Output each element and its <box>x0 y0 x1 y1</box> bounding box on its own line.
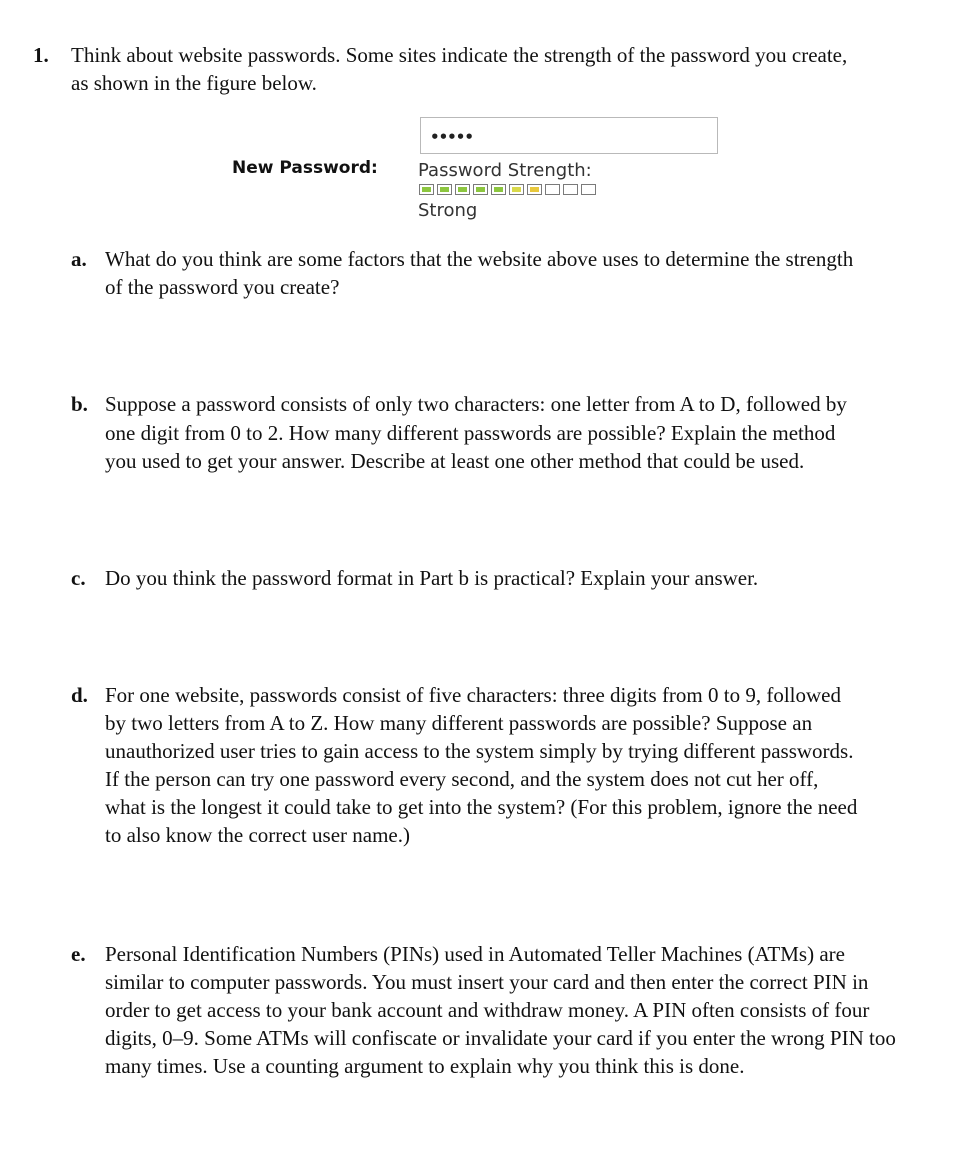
strength-segment-fill <box>440 187 449 192</box>
new-password-label: New Password: <box>232 158 378 178</box>
part-line: one digit from 0 to 2. How many different passwords are possible? Explain the method <box>105 421 836 445</box>
strength-segment-empty <box>545 184 560 195</box>
strength-segment-filled <box>491 184 506 195</box>
strength-segment-fill <box>422 187 431 192</box>
part-line: Suppose a password consists of only two characters: one letter from A to D, followed by <box>105 392 847 416</box>
strength-segment-empty <box>581 184 596 195</box>
part-line: order to get access to your bank account and withdraw money. A PIN often consists of four <box>105 998 870 1022</box>
strength-segment-filled <box>527 184 542 195</box>
part-label: d. <box>71 683 88 707</box>
password-input <box>420 117 718 154</box>
part-line: digits, 0–9. Some ATMs will confiscate or invalidate your card if you enter the wrong PIN too <box>105 1026 896 1050</box>
part-line: Personal Identification Numbers (PINs) used in Automated Teller Machines (ATMs) are <box>105 942 845 966</box>
question-intro-line-1: Think about website passwords. Some sites indicate the strength of the password you create, <box>71 43 848 67</box>
part-label: a. <box>71 247 87 271</box>
question-number: 1. <box>33 43 49 67</box>
strength-segment-filled <box>473 184 488 195</box>
part-line: you used to get your answer. Describe at least one other method that could be used. <box>105 449 805 473</box>
part-line: by two letters from A to Z. How many different passwords are possible? Suppose an <box>105 711 813 735</box>
part-line: many times. Use a counting argument to explain why you think this is done. <box>105 1054 745 1078</box>
part-line: If the person can try one password every second, and the system does not cut her off, <box>105 767 819 791</box>
part-line: For one website, passwords consist of five characters: three digits from 0 to 9, followed <box>105 683 841 707</box>
part-line: What do you think are some factors that the website above uses to determine the strength <box>105 247 854 271</box>
part-label: e. <box>71 942 86 966</box>
part-line: of the password you create? <box>105 275 340 299</box>
strength-segment-fill <box>476 187 485 192</box>
part-label: b. <box>71 392 88 416</box>
part-line: Do you think the password format in Part b is practical? Explain your answer. <box>105 566 759 590</box>
part-line: similar to computer passwords. You must insert your card and then enter the correct PIN in <box>105 970 869 994</box>
strength-segment-filled <box>509 184 524 195</box>
part-label: c. <box>71 566 86 590</box>
strength-meter <box>419 184 596 197</box>
strength-segment-filled <box>455 184 470 195</box>
part-line: what is the longest it could take to get into the system? (For this problem, ignore the need <box>105 795 858 819</box>
question-intro-line-2: as shown in the figure below. <box>71 71 317 95</box>
strength-segment-filled <box>419 184 434 195</box>
password-mask: ••••• <box>430 128 473 146</box>
strength-segment-fill <box>494 187 503 192</box>
strength-segment-fill <box>530 187 539 192</box>
strength-segment-fill <box>512 187 521 192</box>
part-line: unauthorized user tries to gain access to the system simply by trying different passwords. <box>105 739 854 763</box>
strength-segment-filled <box>437 184 452 195</box>
strength-segment-empty <box>563 184 578 195</box>
strength-value: Strong <box>418 200 478 221</box>
password-strength-label: Password Strength: <box>418 160 592 181</box>
part-line: to also know the correct user name.) <box>105 823 410 847</box>
strength-segment-fill <box>458 187 467 192</box>
